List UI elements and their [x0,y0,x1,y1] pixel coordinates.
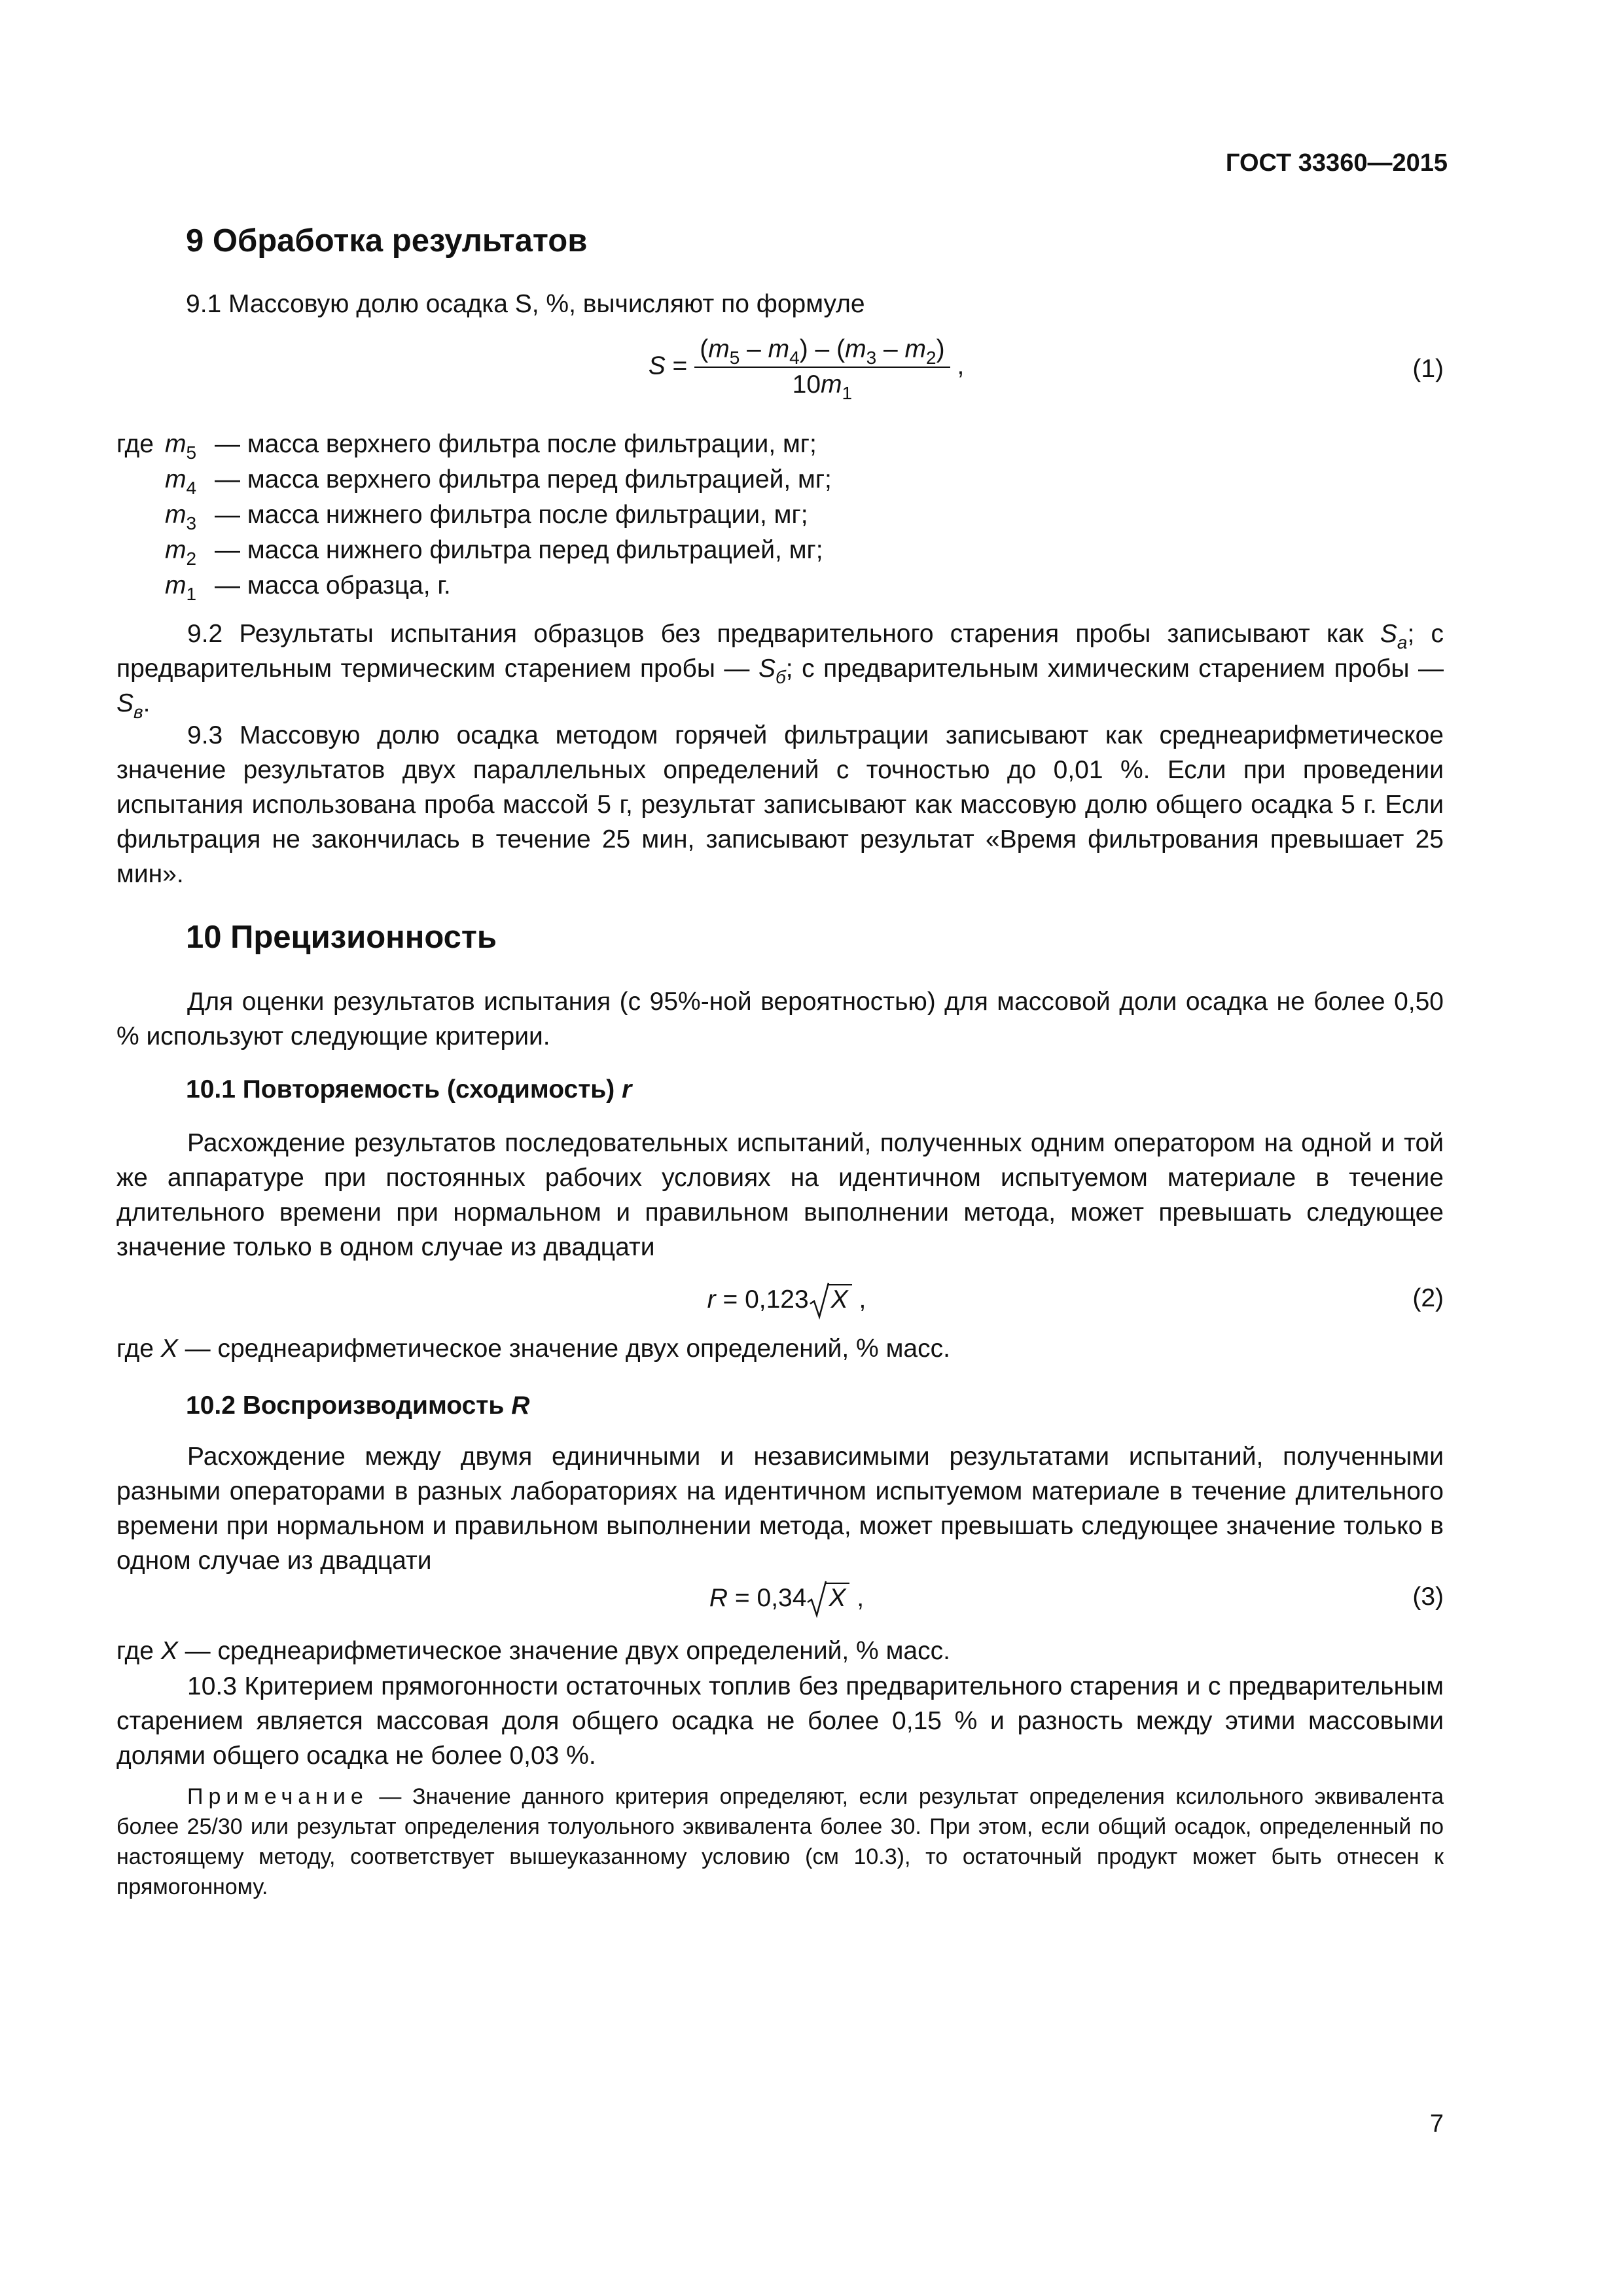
note-label: Примечание [187,1784,368,1809]
variable-description: — масса верхнего фильтра после фильтрации, мг; [215,430,817,458]
page-number: 7 [1429,2110,1444,2138]
formula-3-where [116,1634,1444,1668]
variables-list [116,427,832,603]
formula-3 [116,1583,1444,1628]
paragraph-9-3: 9.3 Массовую долю осадка методом горячей фильтрации записывают как среднеарифметическое значение результатов двух параллельных определений с точностью до 0,01 %. Если при проведении испытания использована проба массой 5 г, результат записывают как массовую долю общего осадка 5 г. Если фильтрация не закончилась в течение 25 мин, записывают результат «Время фильтрования превышает 25 мин». [116,721,1444,888]
p9-2-part4: . [143,689,151,717]
note [116,1782,1444,1902]
formula-3-number: (3) [1412,1583,1444,1611]
sqrt-symbol [806,1583,849,1613]
formula-1-fraction [694,335,950,403]
paragraph-9-1: 9.1 Массовую долю осадка S, %, вычисляют по формуле [186,290,865,318]
where-word: где [116,1637,161,1665]
paragraph-10-3: 10.3 Критерием прямогонности остаточных топлив без предварительного старения и с предварительным старением является массовая доля общего осадка не более 0,15 % и разность между этими массовыми долями общего осадка не более 0,03 %. [116,1672,1444,1770]
subsection-10-1-title [186,1075,632,1104]
formula-1-number: (1) [1412,355,1444,383]
variable-symbol: $m_5$ [165,430,197,463]
variable-row [116,533,832,568]
variable-description: — среднеарифметическое значение двух определений, % масс. [177,1335,950,1363]
section-10-title: 10 Прецизионность [186,920,497,955]
sqrt-symbol [809,1284,852,1314]
formula-3-lhs: R [709,1584,728,1612]
formula-2-coef: = 0,123 [715,1285,809,1314]
formula-1-lhs: S = [648,351,688,380]
formula-2-number: (2) [1412,1284,1444,1312]
formula-2-radicand: X [829,1284,852,1314]
formula-1-numerator: $(m_5 - m_4) - (m_3 - m_2)$ [694,335,950,368]
formula-3-trailing: , [849,1584,865,1612]
variable-symbol: $m_3$ [165,501,197,533]
p9-2-part2: ; с предварительным термическим старением пробы — [116,620,1444,683]
where-word: где [116,430,154,458]
variable-symbol: X [160,1335,178,1363]
variable-row [116,568,832,603]
variable-row [116,427,832,462]
variable-row [116,497,832,533]
subsection-10-1-label: 10.1 Повторяемость (сходимость) [186,1075,622,1103]
symbol-s-a: $S_а$ [1380,620,1408,653]
formula-1-trailing: , [957,351,965,380]
variable-symbol: X [160,1637,178,1665]
paragraph-10-1: Расхождение результатов последовательных испытаний, полученных одним оператором на одной и той же аппаратуре при постоянных рабочих условиях на идентичном испытуемом материале в течение длительного времени при нормальном и правильном выполнении метода, может превышать следующее значение только в одном случае из двадцати [116,1129,1444,1261]
paragraph-10-2: Расхождение между двумя единичными и независимыми результатами испытаний, полученными разными операторами в разных лабораториях на идентичном испытуемом материале в течение длительного времени при нормальном и правильном выполнении метода, может превышать следующее значение только в одном случае из двадцати [116,1443,1444,1575]
variable-description: — масса образца, г. [215,571,451,600]
formula-2-trailing: , [851,1285,866,1314]
symbol-R: R [511,1391,530,1420]
subsection-10-2-label: 10.2 Воспроизводимость [186,1391,512,1420]
symbol-r: r [622,1075,632,1103]
paragraph-9-2 [116,617,1444,721]
variable-row [116,462,832,497]
formula-2 [116,1284,1444,1330]
note-text: — Значение данного критерия определяют, если результат определения ксилольного эквивалента более 25/30 или результат определения толуольного эквивалента более 30. При этом, если общий осадок, определенный по настоящему методу, соответствует вышеуказанному условию (см 10.3), то остаточный продукт может быть отнесен к прямогонному. [116,1784,1444,1899]
section-10-intro: Для оценки результатов испытания (с 95%-ной вероятностью) для массовой доли осадка не более 0,50 % используют следующие критерии. [116,988,1444,1050]
variable-description: — среднеарифметическое значение двух определений, % масс. [177,1637,950,1665]
symbol-s-b: $S_б$ [758,655,786,687]
formula-1 [116,335,1444,407]
variable-symbol: $m_4$ [165,465,197,498]
where-word: где [116,1335,161,1363]
standard-code: ГОСТ 33360—2015 [1225,149,1448,177]
formula-2-lhs: r [707,1285,716,1314]
subsection-10-2-title [186,1391,529,1420]
variable-description: — масса нижнего фильтра после фильтрации, мг; [215,501,808,529]
formula-3-coef: = 0,34 [728,1584,807,1612]
p9-2-part3: ; с предварительным химическим старением пробы — [785,655,1444,683]
variable-description: — масса верхнего фильтра перед фильтрацией, мг; [215,465,832,493]
p9-2-part1: 9.2 Результаты испытания образцов без предварительного старения пробы записывают как [187,620,1380,648]
section-9-title: 9 Обработка результатов [186,223,588,259]
symbol-s-v: $S_в$ [116,689,143,722]
variable-symbol: $m_2$ [165,536,197,569]
variable-description: — масса нижнего фильтра перед фильтрацией, мг; [215,536,823,564]
formula-1-denominator: $10m_1$ [792,370,853,403]
variable-symbol: $m_1$ [165,571,197,604]
formula-2-where [116,1331,1444,1366]
formula-3-radicand: X [826,1583,849,1613]
